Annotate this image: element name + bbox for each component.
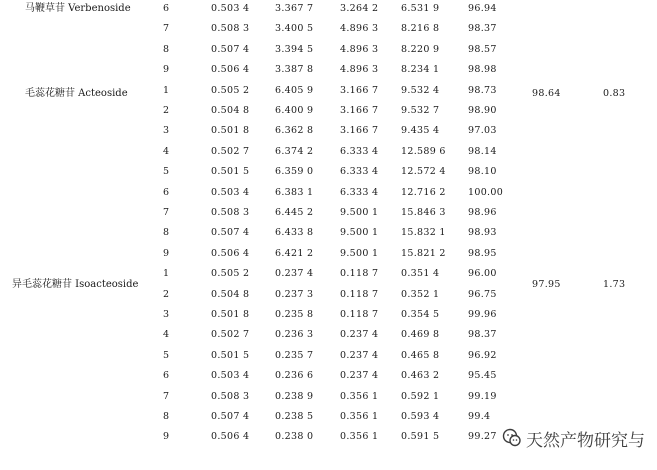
table-cell-original-amount: 0.238 0	[275, 431, 314, 443]
table-cell-added-amount: 0.356 1	[340, 390, 379, 402]
table-cell-row-number: 2	[163, 105, 170, 116]
table-cell-original-amount: 6.433 8	[275, 227, 314, 239]
table-cell-original-amount: 3.387 8	[275, 64, 314, 76]
table-cell-sample-weight: 0.503 4	[211, 3, 250, 14]
table-cell-sample-weight: 0.501 5	[211, 349, 250, 361]
table-cell-original-amount: 6.359 0	[275, 166, 314, 178]
table-cell-measured-amount: 9.435 4	[401, 125, 440, 137]
table-cell-added-amount: 0.237 4	[340, 329, 379, 341]
table-cell-measured-amount: 0.591 5	[401, 431, 440, 443]
compound-label-verbenoside: 马鞭草苷 Verbenoside	[25, 3, 131, 14]
table-cell-row-number: 9	[163, 247, 170, 259]
table-cell-original-amount: 0.238 5	[275, 411, 314, 422]
compound-label-acteoside: 毛蕊花糖苷 Acteoside	[25, 88, 128, 99]
table-cell-measured-amount: 12.589 6	[401, 145, 446, 157]
table-cell-original-amount: 6.374 2	[275, 145, 314, 157]
table-cell-original-amount: 6.362 8	[275, 125, 314, 137]
table-cell-sample-weight: 0.507 4	[211, 411, 250, 422]
table-cell-row-number: 4	[163, 145, 170, 157]
table-cell-row-number: 1	[163, 84, 170, 96]
table-cell-row-number: 6	[163, 370, 170, 382]
table-cell-added-amount: 9.500 1	[340, 227, 379, 239]
table-cell-row-number: 3	[163, 309, 170, 320]
table-cell-row-number: 8	[163, 411, 170, 422]
table-cell-added-amount: 0.118 7	[340, 268, 379, 280]
isoacteoside-rsd: 1.73	[603, 279, 626, 290]
table-cell-added-amount: 4.896 3	[340, 64, 379, 76]
table-cell-original-amount: 6.400 9	[275, 105, 314, 116]
table-cell-row-number: 2	[163, 288, 170, 300]
table-cell-recovery: 96.94	[468, 3, 497, 14]
table-cell-sample-weight: 0.507 4	[211, 227, 250, 239]
table-cell-original-amount: 6.421 2	[275, 247, 314, 259]
table-cell-sample-weight: 0.508 3	[211, 207, 250, 218]
table-cell-added-amount: 0.118 7	[340, 288, 379, 300]
table-cell-added-amount: 0.356 1	[340, 411, 379, 422]
table-cell-measured-amount: 8.234 1	[401, 64, 440, 76]
table-cell-row-number: 8	[163, 43, 170, 55]
table-cell-original-amount: 0.237 4	[275, 268, 314, 280]
table-cell-sample-weight: 0.503 4	[211, 186, 250, 198]
table-cell-measured-amount: 0.593 4	[401, 411, 440, 422]
table-cell-added-amount: 0.118 7	[340, 309, 379, 320]
table-cell-added-amount: 3.264 2	[340, 3, 379, 14]
compound-label-isoacteoside: 异毛蕊花糖苷 Isoacteoside	[12, 279, 139, 290]
table-cell-sample-weight: 0.506 4	[211, 64, 250, 76]
table-cell-measured-amount: 0.469 8	[401, 329, 440, 341]
table-cell-sample-weight: 0.504 8	[211, 105, 250, 116]
acteoside-mean-recovery: 98.64	[532, 88, 561, 99]
table-cell-measured-amount: 12.572 4	[401, 166, 446, 178]
table-cell-recovery: 98.37	[468, 329, 497, 341]
table-cell-sample-weight: 0.505 2	[211, 268, 250, 280]
table-cell-sample-weight: 0.508 3	[211, 390, 250, 402]
table-cell-row-number: 4	[163, 329, 170, 341]
table-cell-measured-amount: 15.821 2	[401, 247, 446, 259]
table-cell-recovery: 98.96	[468, 207, 497, 218]
table-cell-added-amount: 0.356 1	[340, 431, 379, 443]
table-cell-measured-amount: 9.532 7	[401, 105, 440, 116]
table-cell-measured-amount: 15.846 3	[401, 207, 446, 218]
table-cell-added-amount: 4.896 3	[340, 43, 379, 55]
table-cell-row-number: 5	[163, 349, 170, 361]
table-cell-added-amount: 6.333 4	[340, 186, 379, 198]
table-cell-measured-amount: 0.351 4	[401, 268, 440, 280]
table-cell-measured-amount: 9.532 4	[401, 84, 440, 96]
table-cell-original-amount: 0.237 3	[275, 288, 314, 300]
watermark-text: 天然产物研究与	[526, 430, 645, 451]
table-cell-measured-amount: 0.592 1	[401, 390, 440, 402]
table-cell-recovery: 98.14	[468, 145, 497, 157]
table-cell-original-amount: 6.383 1	[275, 186, 314, 198]
table-cell-original-amount: 3.367 7	[275, 3, 314, 14]
table-cell-row-number: 8	[163, 227, 170, 239]
table-cell-recovery: 98.90	[468, 105, 497, 116]
table-cell-added-amount: 6.333 4	[340, 166, 379, 178]
table-cell-measured-amount: 8.216 8	[401, 23, 440, 35]
table-cell-measured-amount: 8.220 9	[401, 43, 440, 55]
isoacteoside-mean-recovery: 97.95	[532, 279, 561, 290]
table-cell-row-number: 1	[163, 268, 170, 280]
table-cell-row-number: 7	[163, 23, 170, 35]
table-cell-row-number: 7	[163, 207, 170, 218]
table-cell-sample-weight: 0.502 7	[211, 145, 250, 157]
table-cell-measured-amount: 0.463 2	[401, 370, 440, 382]
table-cell-added-amount: 9.500 1	[340, 207, 379, 218]
table-cell-recovery: 100.00	[468, 186, 504, 198]
table-cell-added-amount: 0.237 4	[340, 370, 379, 382]
table-cell-original-amount: 3.400 5	[275, 23, 314, 35]
wechat-icon	[502, 428, 522, 448]
table-cell-sample-weight: 0.503 4	[211, 370, 250, 382]
table-cell-recovery: 98.10	[468, 166, 497, 178]
table-cell-measured-amount: 0.352 1	[401, 288, 440, 300]
table-cell-added-amount: 4.896 3	[340, 23, 379, 35]
table-cell-sample-weight: 0.508 3	[211, 23, 250, 35]
table-cell-recovery: 96.75	[468, 288, 497, 300]
table-cell-original-amount: 0.235 7	[275, 349, 314, 361]
table-cell-recovery: 99.96	[468, 309, 497, 320]
table-cell-recovery: 98.37	[468, 23, 497, 35]
table-cell-recovery: 96.92	[468, 349, 497, 361]
table-cell-measured-amount: 0.465 8	[401, 349, 440, 361]
table-cell-sample-weight: 0.501 8	[211, 125, 250, 137]
table-cell-measured-amount: 15.832 1	[401, 227, 446, 239]
table-cell-original-amount: 6.445 2	[275, 207, 314, 218]
table-cell-row-number: 3	[163, 125, 170, 137]
table-cell-added-amount: 3.166 7	[340, 125, 379, 137]
table-cell-recovery: 99.19	[468, 390, 497, 402]
table-cell-original-amount: 0.236 3	[275, 329, 314, 341]
table-cell-recovery: 96.00	[468, 268, 497, 280]
table-cell-recovery: 99.27	[468, 431, 497, 443]
table-cell-recovery: 99.4	[468, 411, 491, 422]
table-cell-measured-amount: 0.354 5	[401, 309, 440, 320]
table-cell-original-amount: 6.405 9	[275, 84, 314, 96]
table-cell-sample-weight: 0.504 8	[211, 288, 250, 300]
acteoside-rsd: 0.83	[603, 88, 626, 99]
table-cell-row-number: 9	[163, 431, 170, 443]
table-cell-row-number: 5	[163, 166, 170, 178]
table-cell-measured-amount: 6.531 9	[401, 3, 440, 14]
table-cell-added-amount: 9.500 1	[340, 247, 379, 259]
table-cell-row-number: 9	[163, 64, 170, 76]
watermark	[500, 425, 647, 451]
table-cell-original-amount: 0.236 6	[275, 370, 314, 382]
table-cell-original-amount: 0.235 8	[275, 309, 314, 320]
table-cell-added-amount: 6.333 4	[340, 145, 379, 157]
table-cell-recovery: 98.93	[468, 227, 497, 239]
table-cell-sample-weight: 0.506 4	[211, 247, 250, 259]
table-cell-original-amount: 3.394 5	[275, 43, 314, 55]
table-cell-row-number: 6	[163, 186, 170, 198]
table-cell-sample-weight: 0.507 4	[211, 43, 250, 55]
table-cell-recovery: 98.57	[468, 43, 497, 55]
table-cell-sample-weight: 0.506 4	[211, 431, 250, 443]
table-cell-recovery: 98.95	[468, 247, 497, 259]
table-cell-sample-weight: 0.502 7	[211, 329, 250, 341]
table-cell-original-amount: 0.238 9	[275, 390, 314, 402]
table-cell-recovery: 95.45	[468, 370, 497, 382]
table-cell-measured-amount: 12.716 2	[401, 186, 446, 198]
table-cell-added-amount: 3.166 7	[340, 105, 379, 116]
table-cell-row-number: 6	[163, 3, 170, 14]
table-cell-recovery: 97.03	[468, 125, 497, 137]
table-cell-recovery: 98.73	[468, 84, 497, 96]
table-cell-row-number: 7	[163, 390, 170, 402]
table-cell-sample-weight: 0.505 2	[211, 84, 250, 96]
table-cell-sample-weight: 0.501 8	[211, 309, 250, 320]
table-cell-added-amount: 0.237 4	[340, 349, 379, 361]
table-cell-sample-weight: 0.501 5	[211, 166, 250, 178]
table-cell-added-amount: 3.166 7	[340, 84, 379, 96]
table-cell-recovery: 98.98	[468, 64, 497, 76]
